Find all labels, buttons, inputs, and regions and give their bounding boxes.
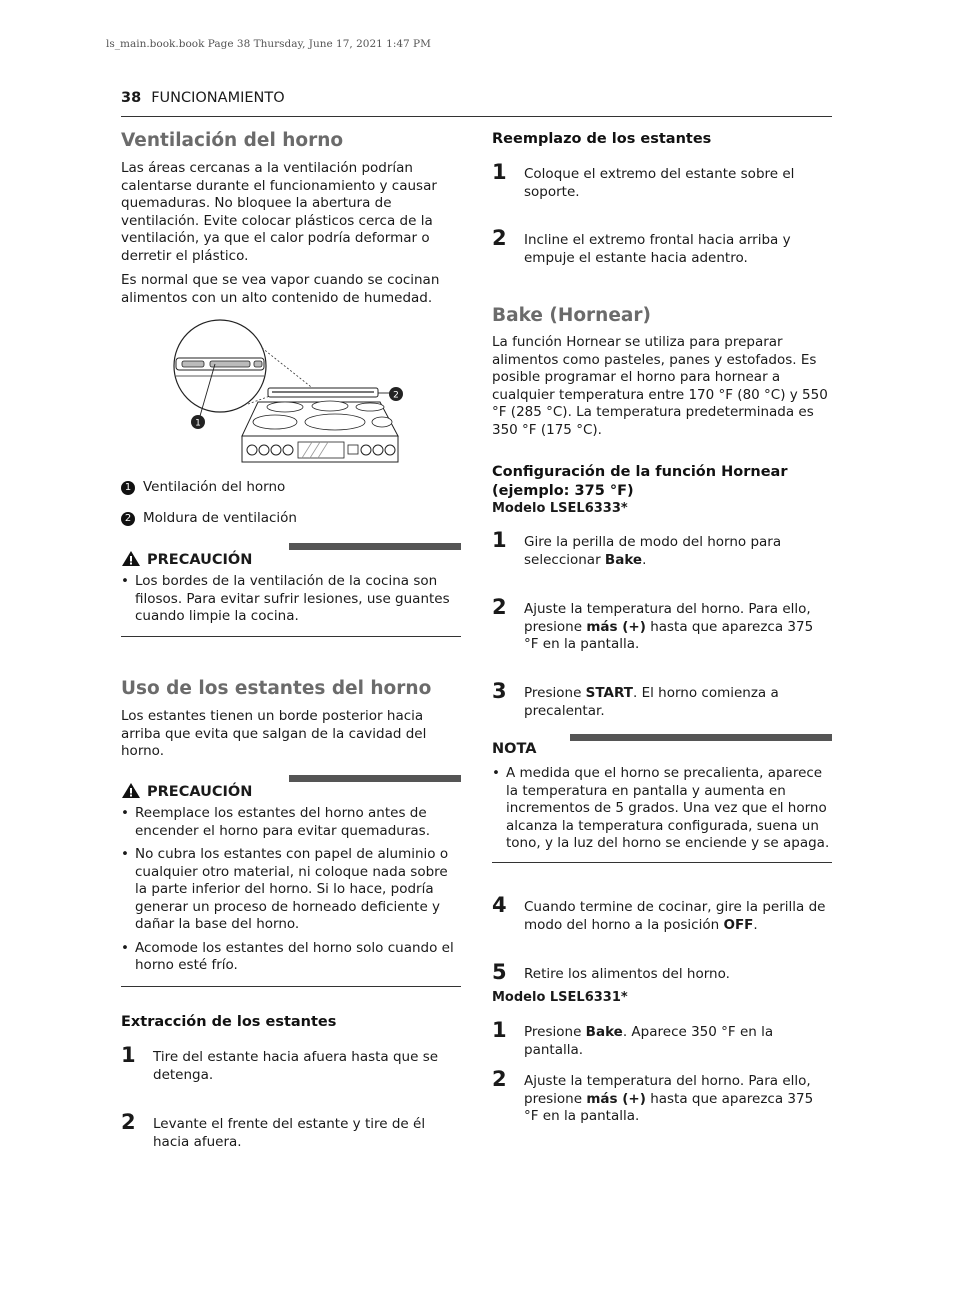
step-number: 1 bbox=[121, 1043, 136, 1067]
caution-title-text: PRECAUCIÓN bbox=[147, 784, 253, 800]
racks-title: Uso de los estantes del horno bbox=[121, 678, 432, 699]
step-text: Cuando termine de cocinar, gire la perilla de modo del horno a la posición OFF. bbox=[524, 899, 826, 933]
step-text: Retire los alimentos del horno. bbox=[524, 966, 730, 982]
vent-paragraph-1: Las áreas cercanas a la ventilación podrían calentarse durante el funcionamiento y causar quemaduras. No bloquee la abertura de ventilación. Evite colocar plásticos cerca de la ventilación, ya que el calor podría deformar o derretir el plástico. bbox=[121, 160, 437, 264]
racks-paragraph: Los estantes tienen un borde posterior hacia arriba que evita que salgan de la cavidad del horno. bbox=[121, 708, 427, 759]
step-number: 3 bbox=[492, 679, 507, 703]
note-title: NOTA bbox=[492, 741, 537, 757]
callout-2-label: 2 bbox=[393, 390, 399, 401]
caution-title-text: PRECAUCIÓN bbox=[147, 552, 253, 568]
step-number: 2 bbox=[492, 595, 507, 619]
step-text: Coloque el extremo del estante sobre el soporte. bbox=[524, 166, 795, 200]
step-number: 4 bbox=[492, 893, 507, 917]
legend-text-2: Moldura de ventilación bbox=[143, 510, 297, 526]
vent-paragraph-2: Es normal que se vea vapor cuando se cocinan alimentos con un alto contenido de humedad. bbox=[121, 272, 440, 306]
step-text: Gire la perilla de modo del horno para seleccionar Bake. bbox=[524, 534, 782, 568]
note-item: • A medida que el horno se precalienta, aparece la temperatura en pantalla y aumenta en incrementos de 5 grados. Una vez que el horno alcanza la temperatura configurada, suena un tono, y la luz del horno se enciende y se apaga. bbox=[492, 765, 832, 853]
callout-1-icon: 1 bbox=[121, 481, 135, 495]
step-text: Tire del estante hacia afuera hasta que se detenga. bbox=[153, 1049, 439, 1083]
caution-item: • Reemplace los estantes del horno antes de encender el horno para evitar quemaduras. bbox=[121, 805, 461, 840]
step-number: 2 bbox=[492, 226, 507, 250]
caution-list-2 bbox=[121, 805, 461, 981]
step-text: Levante el frente del estante y tire de él hacia afuera. bbox=[153, 1116, 426, 1150]
caution-item: • No cubra los estantes con papel de aluminio o cualquier otro material, ni coloque nada sobre la parte inferior del horno. Si lo hace, podría generar un proceso de horneado deficiente y dañar la base del horno. bbox=[121, 846, 461, 934]
warning-icon bbox=[121, 782, 141, 799]
legend-text-1: Ventilación del horno bbox=[143, 479, 286, 495]
page-number: 38 bbox=[121, 90, 142, 106]
caution-title-1 bbox=[121, 550, 252, 568]
note-box bbox=[492, 734, 832, 863]
replace-title: Reemplazo de los estantes bbox=[492, 131, 712, 147]
legend-item-2 bbox=[121, 510, 297, 526]
model-label-1: Modelo LSEL6333* bbox=[492, 501, 628, 516]
callout-1-label: 1 bbox=[195, 418, 201, 429]
oven-vent-illustration bbox=[170, 318, 410, 466]
warning-icon bbox=[121, 550, 141, 567]
step-text: Ajuste la temperatura del horno. Para ello, presione más (+) hasta que aparezca 375 °F en la pantalla. bbox=[524, 601, 814, 652]
vent-title: Ventilación del horno bbox=[121, 130, 344, 151]
step-text: Presione Bake. Aparece 350 °F en la pantalla. bbox=[524, 1024, 774, 1058]
caution-box-2 bbox=[121, 775, 461, 987]
step-number: 1 bbox=[492, 1018, 507, 1042]
step-text: Incline el extremo frontal hacia arriba y empuje el estante hacia adentro. bbox=[524, 232, 791, 266]
step-number: 2 bbox=[121, 1110, 136, 1134]
model-label-2: Modelo LSEL6331* bbox=[492, 990, 628, 1005]
step-number: 1 bbox=[492, 160, 507, 184]
page-header bbox=[121, 90, 832, 117]
legend-item-1 bbox=[121, 479, 285, 495]
note-bar bbox=[570, 734, 832, 741]
note-list bbox=[492, 765, 832, 859]
caution-item: • Los bordes de la ventilación de la cocina son filosos. Para evitar sufrir lesiones, use guantes cuando limpie la cocina. bbox=[121, 573, 461, 626]
step-number: 5 bbox=[492, 960, 507, 984]
step-text: Ajuste la temperatura del horno. Para ello, presione más (+) hasta que aparezca 375 °F en la pantalla. bbox=[524, 1073, 814, 1124]
callout-2-icon: 2 bbox=[121, 512, 135, 526]
caution-title-2 bbox=[121, 782, 252, 800]
extract-title: Extracción de los estantes bbox=[121, 1014, 337, 1030]
config-title: Configuración de la función Hornear (ejemplo: 375 °F) bbox=[492, 464, 788, 499]
caution-box-1 bbox=[121, 543, 461, 637]
step-number: 2 bbox=[492, 1067, 507, 1091]
caution-item: • Acomode los estantes del horno solo cuando el horno esté frío. bbox=[121, 940, 461, 975]
caution-bar bbox=[289, 543, 461, 550]
bake-paragraph: La función Hornear se utiliza para preparar alimentos como pasteles, panes y estofados. Es posible programar el horno para hornear a cualquier temperatura entre 170 °F (80 °C) y 550 °F (285 °C). La temperatura predeterminada es 350 °F (175 °C). bbox=[492, 334, 828, 438]
step-text: Presione START. El horno comienza a precalentar. bbox=[524, 685, 779, 719]
section-title: FUNCIONAMIENTO bbox=[151, 90, 285, 106]
bake-title: Bake (Hornear) bbox=[492, 305, 651, 326]
step-number: 1 bbox=[492, 528, 507, 552]
caution-list-1 bbox=[121, 573, 461, 632]
caution-bar bbox=[289, 775, 461, 782]
print-meta-line: ls_main.book.book Page 38 Thursday, June 17, 2021 1:47 PM bbox=[106, 38, 431, 50]
